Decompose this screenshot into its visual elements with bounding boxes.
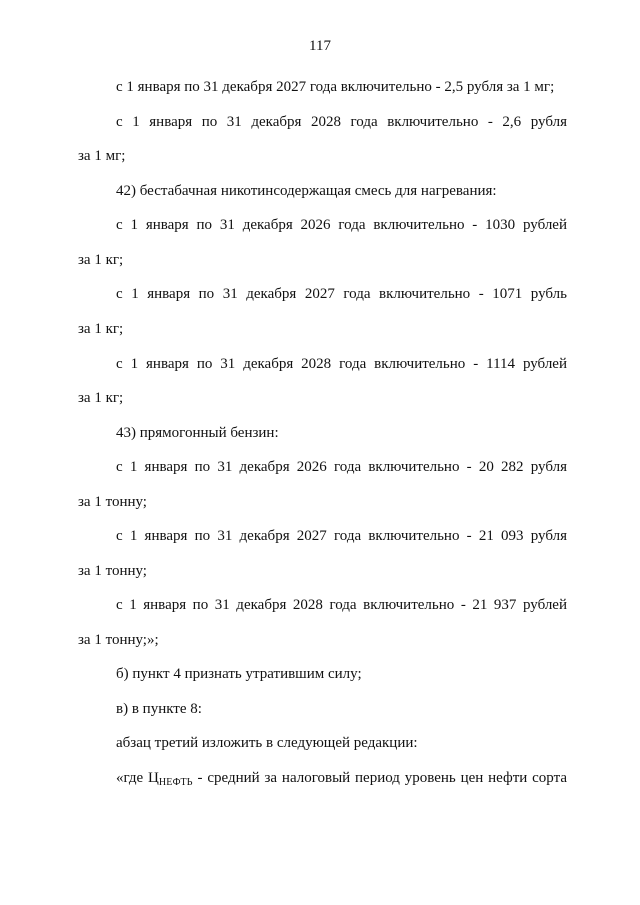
text-line: с 1 января по 31 декабря 2027 года включительно - 2,5 рубля за 1 мг;: [116, 79, 555, 95]
formula-suffix: - средний за налоговый период уровень цен нефти сорта: [192, 770, 567, 786]
text-line-formula: [116, 769, 567, 792]
text-line: за 1 тонну;»;: [78, 632, 159, 648]
formula-subscript: НЕФТЬ: [158, 777, 193, 788]
text-line: 43) прямогонный бензин:: [116, 425, 279, 441]
text-line: в) в пункте 8:: [116, 701, 202, 717]
text-line: с 1 января по 31 декабря 2028 года включительно - 1114 рублей: [116, 356, 567, 372]
text-line: за 1 тонну;: [78, 494, 147, 510]
text-line: за 1 тонну;: [78, 563, 147, 579]
text-line: с 1 января по 31 декабря 2026 года включительно - 1030 рублей: [116, 217, 567, 233]
text-line: за 1 кг;: [78, 390, 124, 406]
text-line: с 1 января по 31 декабря 2028 года включительно - 2,6 рубля: [116, 114, 567, 130]
text-line: с 1 января по 31 декабря 2028 года включительно - 21 937 рублей: [116, 597, 567, 613]
text-line: с 1 января по 31 декабря 2027 года включительно - 1071 рубль: [116, 286, 567, 302]
text-line: б) пункт 4 признать утратившим силу;: [116, 666, 362, 682]
text-line: за 1 мг;: [78, 148, 126, 164]
formula-prefix: «где Ц: [116, 770, 159, 786]
text-line: за 1 кг;: [78, 252, 124, 268]
text-line: с 1 января по 31 декабря 2027 года включительно - 21 093 рубля: [116, 528, 567, 544]
text-line: абзац третий изложить в следующей редакции:: [116, 735, 418, 751]
text-line: с 1 января по 31 декабря 2026 года включительно - 20 282 рубля: [116, 459, 567, 475]
page-number: 117: [309, 38, 331, 54]
text-line: за 1 кг;: [78, 321, 124, 337]
text-line: 42) бестабачная никотинсодержащая смесь для нагревания:: [116, 183, 497, 199]
